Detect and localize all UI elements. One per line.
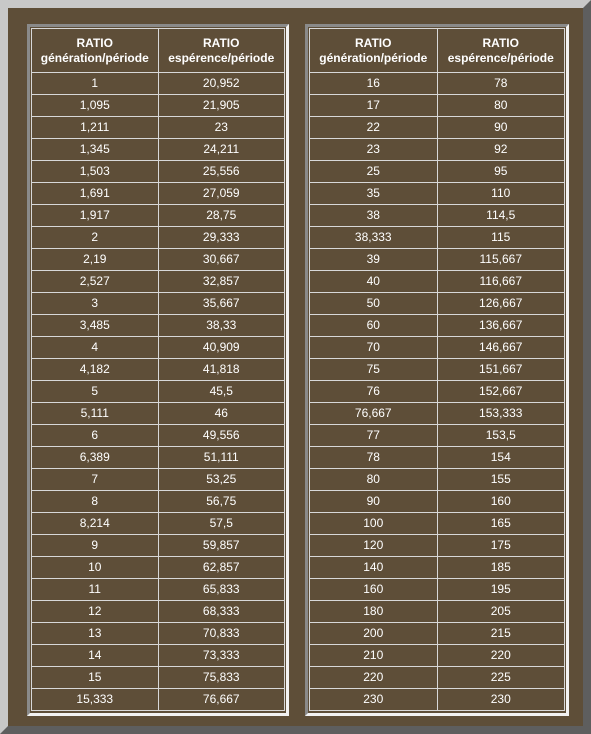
table-row: [310, 381, 565, 403]
header-line1: RATIO: [203, 35, 240, 50]
cell-generation-ratio: 50: [310, 293, 438, 315]
cell-esperence-ratio: 51,111: [158, 447, 285, 469]
table-row: [310, 205, 565, 227]
cell-esperence-ratio: 78: [437, 73, 565, 95]
cell-generation-ratio: 1,211: [32, 117, 159, 139]
cell-esperence-ratio: 65,833: [158, 579, 285, 601]
cell-esperence-ratio: 20,952: [158, 73, 285, 95]
cell-generation-ratio: 38: [310, 205, 438, 227]
cell-esperence-ratio: 27,059: [158, 183, 285, 205]
table-row: [310, 667, 565, 689]
table-panel-right: [305, 24, 569, 716]
cell-esperence-ratio: 110: [437, 183, 565, 205]
cell-generation-ratio: 8,214: [32, 513, 159, 535]
cell-esperence-ratio: 62,857: [158, 557, 285, 579]
table-row: [32, 161, 285, 183]
cell-esperence-ratio: 114,5: [437, 205, 565, 227]
cell-generation-ratio: 100: [310, 513, 438, 535]
table-row: [310, 249, 565, 271]
cell-generation-ratio: 11: [32, 579, 159, 601]
table-body: [310, 73, 565, 711]
cell-esperence-ratio: 160: [437, 491, 565, 513]
table-row: [32, 359, 285, 381]
cell-generation-ratio: 4: [32, 337, 159, 359]
table-row: [32, 513, 285, 535]
cell-esperence-ratio: 45,5: [158, 381, 285, 403]
cell-esperence-ratio: 151,667: [437, 359, 565, 381]
cell-generation-ratio: 25: [310, 161, 438, 183]
table-row: [310, 337, 565, 359]
header-line2: espérence/période: [168, 50, 275, 65]
cell-generation-ratio: 77: [310, 425, 438, 447]
cell-esperence-ratio: 53,25: [158, 469, 285, 491]
cell-esperence-ratio: 28,75: [158, 205, 285, 227]
column-header-generation: [310, 29, 438, 73]
cell-esperence-ratio: 205: [437, 601, 565, 623]
cell-generation-ratio: 16: [310, 73, 438, 95]
cell-esperence-ratio: 95: [437, 161, 565, 183]
cell-generation-ratio: 15: [32, 667, 159, 689]
cell-generation-ratio: 200: [310, 623, 438, 645]
cell-esperence-ratio: 40,909: [158, 337, 285, 359]
cell-generation-ratio: 6,389: [32, 447, 159, 469]
table-row: [310, 535, 565, 557]
table-row: [310, 645, 565, 667]
cell-esperence-ratio: 152,667: [437, 381, 565, 403]
cell-generation-ratio: 1: [32, 73, 159, 95]
table-row: [32, 645, 285, 667]
cell-generation-ratio: 13: [32, 623, 159, 645]
table-row: [32, 249, 285, 271]
cell-esperence-ratio: 46: [158, 403, 285, 425]
cell-esperence-ratio: 116,667: [437, 271, 565, 293]
cell-generation-ratio: 39: [310, 249, 438, 271]
cell-esperence-ratio: 41,818: [158, 359, 285, 381]
table-row: [310, 359, 565, 381]
cell-esperence-ratio: 38,33: [158, 315, 285, 337]
ratio-table-left: [31, 28, 285, 711]
table-row: [310, 227, 565, 249]
cell-esperence-ratio: 21,905: [158, 95, 285, 117]
cell-esperence-ratio: 49,556: [158, 425, 285, 447]
cell-generation-ratio: 1,503: [32, 161, 159, 183]
table-row: [310, 403, 565, 425]
cell-esperence-ratio: 146,667: [437, 337, 565, 359]
cell-esperence-ratio: 230: [437, 689, 565, 711]
cell-esperence-ratio: 225: [437, 667, 565, 689]
cell-generation-ratio: 12: [32, 601, 159, 623]
cell-generation-ratio: 6: [32, 425, 159, 447]
table-row: [32, 205, 285, 227]
table-row: [32, 447, 285, 469]
cell-esperence-ratio: 185: [437, 557, 565, 579]
cell-generation-ratio: 40: [310, 271, 438, 293]
table-row: [310, 95, 565, 117]
column-header-esperence: [158, 29, 285, 73]
cell-generation-ratio: 38,333: [310, 227, 438, 249]
ratio-table-right: [309, 28, 565, 711]
table-panel-left: [27, 24, 289, 716]
cell-generation-ratio: 5: [32, 381, 159, 403]
cell-esperence-ratio: 215: [437, 623, 565, 645]
cell-generation-ratio: 8: [32, 491, 159, 513]
header-line1: RATIO: [76, 35, 113, 50]
table-row: [32, 491, 285, 513]
table-row: [310, 315, 565, 337]
table-row: [310, 117, 565, 139]
table-row: [310, 469, 565, 491]
cell-esperence-ratio: 24,211: [158, 139, 285, 161]
cell-generation-ratio: 22: [310, 117, 438, 139]
table-row: [32, 667, 285, 689]
cell-esperence-ratio: 59,857: [158, 535, 285, 557]
table-row: [310, 491, 565, 513]
table-row: [32, 293, 285, 315]
cell-esperence-ratio: 80: [437, 95, 565, 117]
header-line2: génération/période: [40, 50, 149, 65]
cell-generation-ratio: 90: [310, 491, 438, 513]
cell-generation-ratio: 210: [310, 645, 438, 667]
table-row: [32, 337, 285, 359]
cell-esperence-ratio: 153,333: [437, 403, 565, 425]
table-row: [32, 623, 285, 645]
table-row: [32, 469, 285, 491]
cell-generation-ratio: 2: [32, 227, 159, 249]
cell-generation-ratio: 9: [32, 535, 159, 557]
cell-generation-ratio: 1,917: [32, 205, 159, 227]
cell-generation-ratio: 160: [310, 579, 438, 601]
header-line2: génération/période: [319, 50, 428, 65]
cell-esperence-ratio: 68,333: [158, 601, 285, 623]
cell-esperence-ratio: 57,5: [158, 513, 285, 535]
header-line1: RATIO: [482, 35, 519, 50]
table-row: [310, 161, 565, 183]
cell-generation-ratio: 4,182: [32, 359, 159, 381]
cell-generation-ratio: 80: [310, 469, 438, 491]
cell-generation-ratio: 2,527: [32, 271, 159, 293]
cell-generation-ratio: 180: [310, 601, 438, 623]
table-row: [310, 689, 565, 711]
cell-generation-ratio: 15,333: [32, 689, 159, 711]
cell-generation-ratio: 140: [310, 557, 438, 579]
cell-generation-ratio: 14: [32, 645, 159, 667]
cell-esperence-ratio: 23: [158, 117, 285, 139]
cell-esperence-ratio: 56,75: [158, 491, 285, 513]
cell-esperence-ratio: 175: [437, 535, 565, 557]
table-row: [310, 579, 565, 601]
table-row: [32, 95, 285, 117]
header-line1: RATIO: [355, 35, 392, 50]
cell-generation-ratio: 7: [32, 469, 159, 491]
cell-esperence-ratio: 76,667: [158, 689, 285, 711]
cell-generation-ratio: 70: [310, 337, 438, 359]
cell-generation-ratio: 230: [310, 689, 438, 711]
table-row: [310, 425, 565, 447]
cell-esperence-ratio: 75,833: [158, 667, 285, 689]
cell-generation-ratio: 76: [310, 381, 438, 403]
table-row: [32, 557, 285, 579]
cell-esperence-ratio: 29,333: [158, 227, 285, 249]
cell-generation-ratio: 5,111: [32, 403, 159, 425]
table-row: [310, 73, 565, 95]
table-row: [32, 579, 285, 601]
cell-generation-ratio: 120: [310, 535, 438, 557]
cell-generation-ratio: 75: [310, 359, 438, 381]
cell-generation-ratio: 1,345: [32, 139, 159, 161]
header-row: [32, 29, 285, 73]
column-header-generation: [32, 29, 159, 73]
table-row: [310, 293, 565, 315]
table-row: [32, 403, 285, 425]
cell-esperence-ratio: 90: [437, 117, 565, 139]
cell-generation-ratio: 78: [310, 447, 438, 469]
header-line2: espérence/période: [447, 50, 554, 65]
cell-esperence-ratio: 155: [437, 469, 565, 491]
cell-generation-ratio: 17: [310, 95, 438, 117]
cell-esperence-ratio: 92: [437, 139, 565, 161]
table-row: [32, 601, 285, 623]
table-row: [310, 557, 565, 579]
cell-esperence-ratio: 35,667: [158, 293, 285, 315]
table-row: [310, 447, 565, 469]
table-row: [310, 183, 565, 205]
cell-generation-ratio: 1,691: [32, 183, 159, 205]
table-row: [310, 513, 565, 535]
cell-esperence-ratio: 70,833: [158, 623, 285, 645]
cell-esperence-ratio: 73,333: [158, 645, 285, 667]
cell-esperence-ratio: 154: [437, 447, 565, 469]
table-row: [32, 381, 285, 403]
cell-esperence-ratio: 30,667: [158, 249, 285, 271]
table-row: [32, 689, 285, 711]
cell-generation-ratio: 3,485: [32, 315, 159, 337]
table-body: [32, 73, 285, 711]
cell-generation-ratio: 23: [310, 139, 438, 161]
table-row: [32, 425, 285, 447]
table-row: [32, 535, 285, 557]
cell-esperence-ratio: 115: [437, 227, 565, 249]
cell-generation-ratio: 2,19: [32, 249, 159, 271]
table-row: [32, 73, 285, 95]
table-row: [310, 623, 565, 645]
table-row: [32, 183, 285, 205]
cell-generation-ratio: 35: [310, 183, 438, 205]
cell-esperence-ratio: 165: [437, 513, 565, 535]
cell-generation-ratio: 220: [310, 667, 438, 689]
cell-generation-ratio: 60: [310, 315, 438, 337]
cell-esperence-ratio: 153,5: [437, 425, 565, 447]
cell-generation-ratio: 3: [32, 293, 159, 315]
table-row: [310, 139, 565, 161]
cell-esperence-ratio: 126,667: [437, 293, 565, 315]
table-row: [32, 315, 285, 337]
cell-esperence-ratio: 32,857: [158, 271, 285, 293]
table-row: [32, 271, 285, 293]
table-row: [310, 601, 565, 623]
cell-esperence-ratio: 195: [437, 579, 565, 601]
cell-esperence-ratio: 136,667: [437, 315, 565, 337]
column-header-esperence: [437, 29, 565, 73]
header-row: [310, 29, 565, 73]
cell-esperence-ratio: 25,556: [158, 161, 285, 183]
cell-esperence-ratio: 220: [437, 645, 565, 667]
table-row: [32, 117, 285, 139]
cell-generation-ratio: 10: [32, 557, 159, 579]
table-row: [32, 227, 285, 249]
table-row: [32, 139, 285, 161]
cell-generation-ratio: 76,667: [310, 403, 438, 425]
cell-generation-ratio: 1,095: [32, 95, 159, 117]
table-row: [310, 271, 565, 293]
cell-esperence-ratio: 115,667: [437, 249, 565, 271]
